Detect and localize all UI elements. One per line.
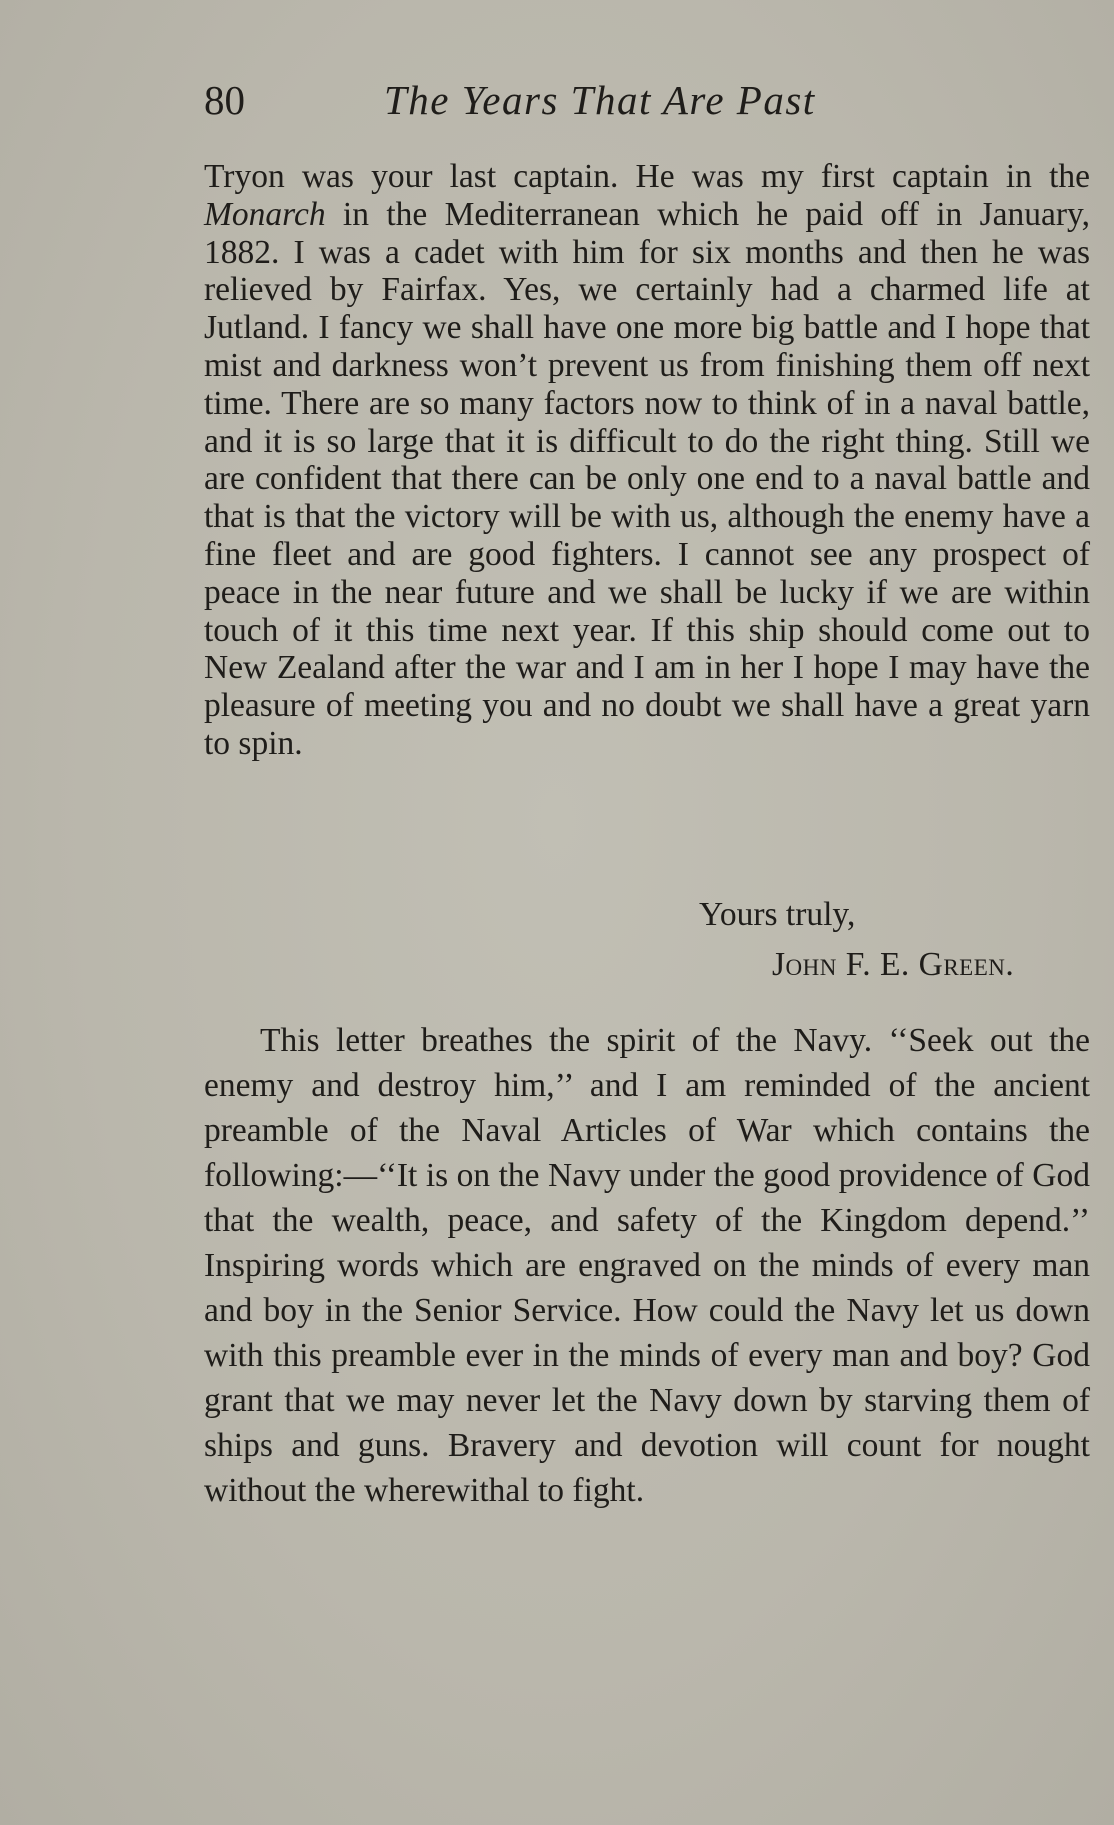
letter-body-text-end: in the Mediterranean which he paid off in January, 1882. I was a cadet with him for six months and then he was relieved by Fairfax. Yes, we certainly had a charmed life at Jutland. I fancy we shall have one more big battle and I hope that mist and darkness won’t prevent us from finishing them off next time. There are so many factors now to think of in a naval battle, and it is so large that it is difficult to do the right thing. Still we are confident that there can be only one end to a naval battle and that is that the victory will be with us, although the enemy have a fine fleet and are good fighters. I cannot see any prospect of peace in the near future and we shall be lucky if we are within touch of it this time next year. If this ship should come out to New Zealand after the war and I am in her I hope I may have the pleasure of meeting you and no doubt we shall have a great yarn to spin. bbox=[204, 195, 1090, 762]
letter-closing: Yours truly, bbox=[699, 896, 856, 933]
letter-body-text-start: Tryon was your last captain. He was my first captain in the bbox=[204, 158, 1090, 195]
letter-signature bbox=[772, 946, 1014, 984]
page-number: 80 bbox=[204, 77, 245, 123]
page-header bbox=[204, 72, 1090, 128]
letter-body bbox=[204, 158, 1090, 763]
ship-name: Monarch bbox=[204, 195, 326, 233]
running-title: The Years That Are Past bbox=[384, 77, 816, 123]
signature-name: John F. E. Green. bbox=[772, 946, 1015, 983]
commentary-paragraph: This letter breathes the spirit of the Navy. ‘‘Seek out the enemy and destroy him,’’ and I am reminded of the ancient preamble of the Naval Articles of War which contains the following:—‘‘It is on the Navy under the good providence of God that the wealth, peace, and safety of the Kingdom depend.’’ Inspiring words which are engraved on the minds of every man and boy in the Senior Service. How could the Navy let us down with this preamble ever in the minds of every man and boy? God grant that we may never let the Navy down by starving them of ships and guns. Bravery and devotion will count for nought without the wherewithal to fight. bbox=[204, 1022, 1090, 1509]
